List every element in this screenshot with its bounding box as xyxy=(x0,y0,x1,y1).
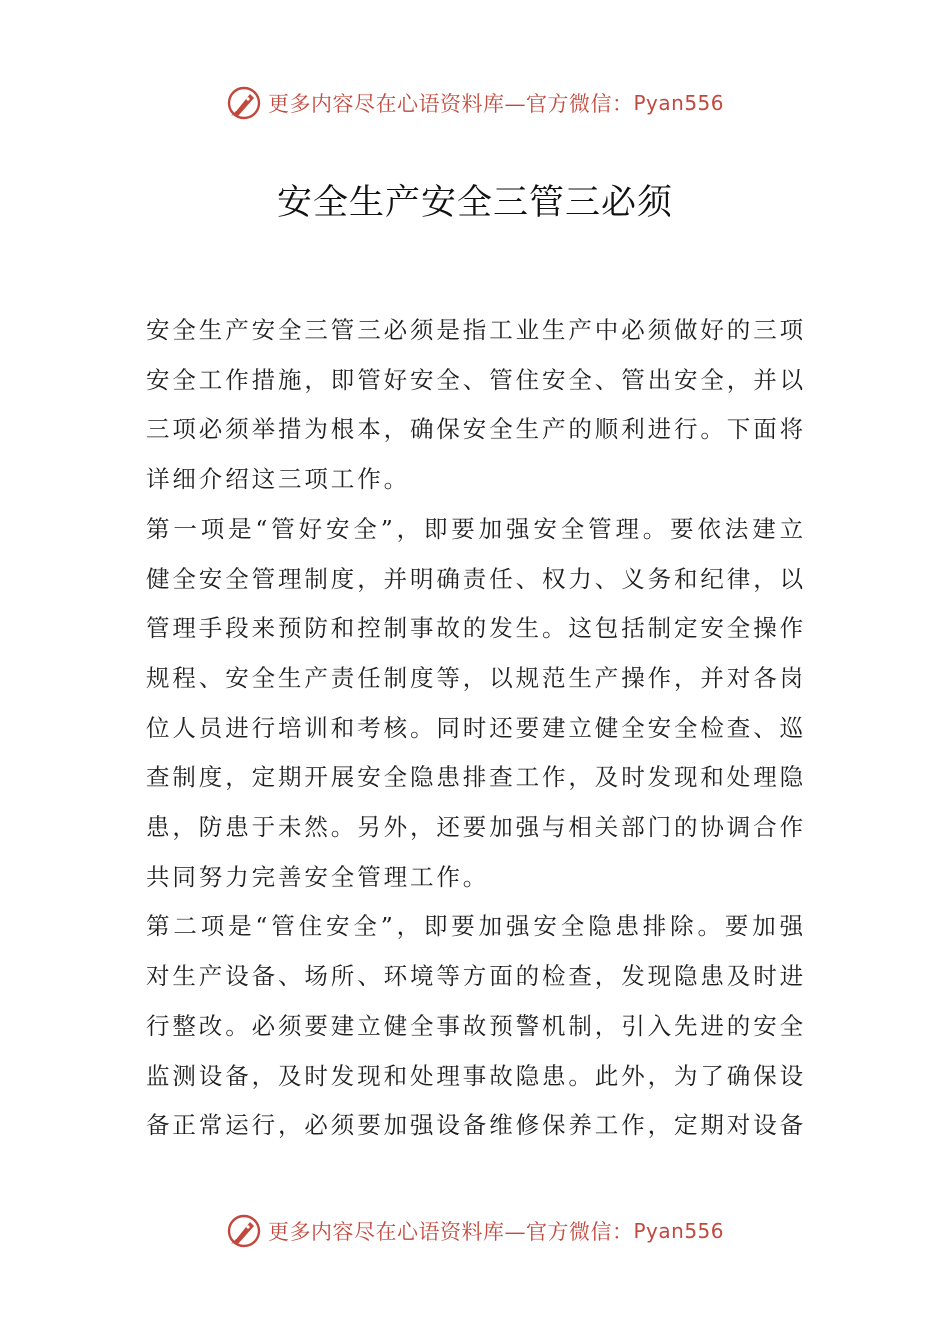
banner-wechat-id: Pyan556 xyxy=(633,91,724,115)
pen-nib-logo-icon xyxy=(226,85,262,121)
banner-text: 更多内容尽在心语资料库—官方微信： xyxy=(267,1220,634,1244)
document-title: 安全生产安全三管三必须 xyxy=(276,183,673,223)
paragraph-intro: 安全生产安全三管三必须是指工业生产中必须做好的三项安全工作措施，即管好安全、管住安全、管出安全，并以三项必须举措为根本，确保安全生产的顺利进行。下面将详细介绍这三项工作。 xyxy=(146,316,806,494)
document-body xyxy=(146,306,806,1151)
header-watermark-banner xyxy=(0,81,950,125)
paragraph-first-item: 第一项是“管好安全”，即要加强安全管理。要依法建立健全安全管理制度，并明确责任、权力、义务和纪律，以管理手段来预防和控制事故的发生。这包括制定安全操作规程、安全生产责任制度等，以规范生产操作，并对各岗位人员进行培训和考核。同时还要建立健全安全检查、巡查制度，定期开展安全隐患排查工作，及时发现和处理隐患，防患于未然。另外，还要加强与相关部门的协调合作共同努力完善安全管理工作。 xyxy=(146,514,806,891)
pen-nib-logo-icon xyxy=(226,1213,262,1249)
paragraph-second-item: 第二项是“管住安全”，即要加强安全隐患排除。要加强对生产设备、场所、环境等方面的检查，发现隐患及时进行整改。必须要建立健全事故预警机制，引入先进的安全监测设备，及时发现和处理事故隐患。此外，为了确保设备正常运行，必须要加强设备维修保养工作，定期对设备 xyxy=(146,912,806,1140)
banner-wechat-id: Pyan556 xyxy=(633,1219,724,1243)
banner-text: 更多内容尽在心语资料库—官方微信： xyxy=(267,92,634,116)
footer-watermark-banner xyxy=(0,1209,950,1253)
